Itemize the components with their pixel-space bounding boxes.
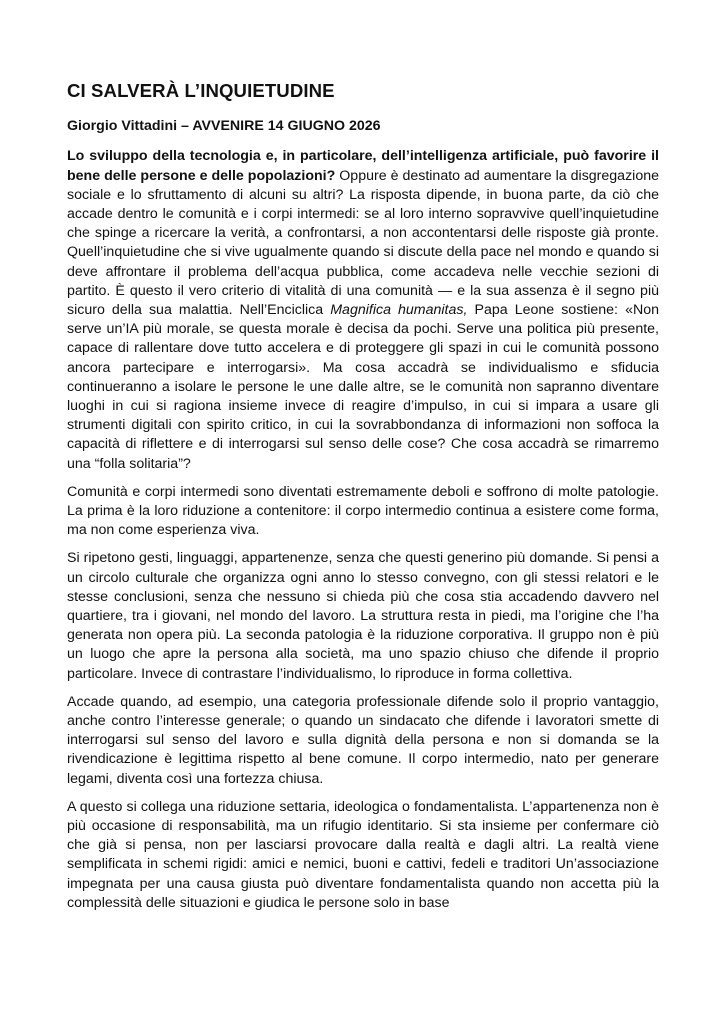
paragraph-2: Comunità e corpi intermedi sono diventati estremamente deboli e soffrono di molte patologie. La prima è la loro riduzione a contenitore: il corpo intermedio continua a esistere come forma, ma non come esperienza viva.: [67, 483, 659, 539]
paragraph-1-text-b: Papa Leone sostiene: «Non serve un’IA più morale, se questa morale è decisa da pochi. Serve una politica più presente, capace di rallentare dove tutto accelera e di proteggere gli spazi in cui le comunità possono ancora partecipare e interrogarsi». Ma cosa accadrà se individualismo e sfiducia continueranno a isolare le persone le une dalle altre, se le comunità non sapranno diventare luoghi in cui si ragiona insieme invece di reagire d’impulso, in cui si impara a usare gli strumenti digitali con spirito critico, in cui la sovrabbondanza di informazioni non soffoca la capacità di riflettere e di interrogarsi sul senso delle cose? Che cosa accadrà se rimarremo una “folla solitaria”?: [67, 301, 659, 472]
lead-question: Lo sviluppo della tecnologia e, in particolare, dell’intelligenza artificiale, può favorire il bene delle persone e delle popolazioni?: [67, 148, 659, 184]
paragraph-4: Accade quando, ad esempio, una categoria professionale difende solo il proprio vantaggio, anche contro l’interesse generale; o quando un sindacato che difende i lavoratori smette di interrogarsi sul senso del lavoro e sulla dignità della persona e non si domanda se la rivendicazione è legittima rispetto al bene comune. Il corpo intermedio, nato per generare legami, diventa così una fortezza chiusa.: [67, 693, 659, 787]
paragraph-3: Si ripetono gesti, linguaggi, appartenenze, senza che questi generino più domande. Si pensi a un circolo culturale che organizza ogni anno lo stesso convegno, con gli stessi relatori e le stesse conclusioni, senza che nessuno si chieda più che cosa stia accadendo davvero nel quartiere, tra i giovani, nel mondo del lavoro. La struttura resta in piedi, ma l’origine che l’ha generata non opera più. La seconda patologia è la riduzione corporativa. Il gruppo non è più un luogo che apre la persona alla società, ma uno spazio chiuso che difende il proprio particolare. Invece di contrastare l’individualismo, lo riproduce in forma collettiva.: [67, 550, 659, 682]
document-page: [67, 80, 659, 922]
encyclical-title: Magnifica humanitas,: [330, 301, 468, 318]
article-title: CI SALVERÀ L’INQUIETUDINE: [67, 80, 335, 101]
paragraph-5: A questo si collega una riduzione settaria, ideologica o fondamentalista. L’appartenenza non è più occasione di responsabilità, ma un rifugio identitario. Si sta insieme per confermare ciò che già si pensa, non per lasciarsi provocare dalla realtà e dagli altri. La realtà viene semplificata in schemi rigidi: amici e nemici, buoni e cattivi, fedeli e traditori Un’associazione impegnata per una causa giusta può diventare fondamentalista quando non accetta più la complessità delle situazioni e giudica le persone solo in base: [67, 798, 659, 911]
paragraph-1: [67, 147, 659, 473]
article-byline: Giorgio Vittadini – AVVENIRE 14 GIUGNO 2026: [67, 118, 381, 135]
paragraph-1-text-a: Oppure è destinato ad aumentare la disgregazione sociale e lo sfruttamento di alcuni su altri? La risposta dipende, in buona parte, da ciò che accade dentro le comunità e i corpi intermedi: se al loro interno sopravvive quell’inquietudine che spinge a ricercare la verità, a confrontarsi, a non accontentarsi delle risposte già pronte. Quell’inquietudine che si vive ugualmente quando si discute della pace nel mondo e quando si deve affrontare il problema dell’acqua pubblica, come accadeva nelle vecchie sezioni di partito. È questo il vero criterio di vitalità di una comunità — e la sua assenza è il segno più sicuro della sua malattia. Nell’Enciclica: [67, 167, 659, 318]
